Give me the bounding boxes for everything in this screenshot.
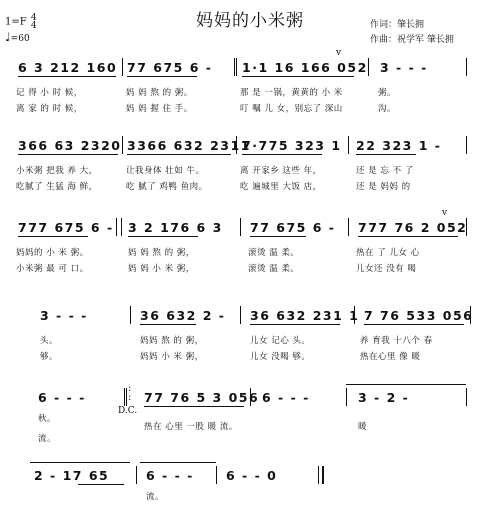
lyric-2: 儿女 没喝 够。 xyxy=(250,352,311,362)
volta-bracket xyxy=(346,384,466,385)
barline xyxy=(122,136,123,154)
beam xyxy=(364,324,464,325)
final-barline xyxy=(322,466,324,484)
composer: 作曲：祝学军 肇长拥 xyxy=(370,35,454,45)
repeat-sign: : : xyxy=(128,383,132,403)
credits xyxy=(370,18,454,48)
measure-17: 6 - - - xyxy=(38,390,86,405)
beam xyxy=(144,406,244,407)
measure-1: 6 3 212 160 xyxy=(18,60,118,75)
lyric-2: 妈 妈 小 米 粥， xyxy=(128,264,195,274)
lyric-2: 沟。 xyxy=(378,104,397,114)
beam xyxy=(242,154,322,155)
time-top: 4 xyxy=(30,13,37,23)
lyric-1: 妈妈的 小 米 粥。 xyxy=(16,248,89,258)
beam xyxy=(18,154,118,155)
key-signature xyxy=(5,14,37,45)
lyric-1: 秋。 xyxy=(38,414,57,424)
lyric-1: 让我身体 壮如 牛。 xyxy=(126,166,205,176)
lyric-2: 妈 妈 握 住 手。 xyxy=(126,104,193,114)
measure-8: 22 323 1 - xyxy=(356,138,442,153)
staff-system-3 xyxy=(0,208,500,288)
lyric-2: 吃 遍城里 大饭 店， xyxy=(240,182,322,192)
beam xyxy=(78,484,124,485)
staff-system-5 xyxy=(0,382,500,458)
lyric-1: 滚烫 温 柔。 xyxy=(248,248,300,258)
measure-11: 77 675 6 - xyxy=(250,220,336,235)
measure-5: 366 63 2320 xyxy=(18,138,122,153)
lyric-1: 热在 了 儿女 心 xyxy=(356,248,420,258)
lyric-2: 儿女还 没有 喝 xyxy=(356,264,417,274)
measure-16: 7 76 533 056 xyxy=(364,308,474,323)
lyric-1: 儿女 记心 头。 xyxy=(250,336,311,346)
song-title: 妈妈的小米粥 xyxy=(196,11,304,31)
barline xyxy=(234,58,235,76)
barline xyxy=(318,466,319,484)
lyric-1: 妈妈 熬 的 粥， xyxy=(140,336,204,346)
lyric-1: 暖 xyxy=(358,422,368,432)
beam xyxy=(242,76,354,77)
breath-mark: v xyxy=(442,208,448,218)
measure-6: 3366 632 2311 xyxy=(127,138,251,153)
beam xyxy=(18,236,88,237)
lyric-2: 吃 腻了 鸡鸭 鱼肉。 xyxy=(126,182,208,192)
breath-mark: v xyxy=(336,48,342,58)
lyric-2: 够。 xyxy=(40,352,59,362)
lyric-1: 妈 妈 熬 的 粥， xyxy=(128,248,195,258)
barline xyxy=(124,388,125,406)
lyric-2: 小米粥 最 可 口。 xyxy=(16,264,89,274)
beam xyxy=(128,236,198,237)
barline xyxy=(368,58,369,76)
barline xyxy=(348,218,349,236)
barline xyxy=(466,58,467,76)
beam xyxy=(250,324,340,325)
tempo xyxy=(5,32,37,45)
barline xyxy=(466,388,467,406)
lyric-1: 流。 xyxy=(146,492,165,502)
measure-20: 3 - 2 - xyxy=(358,390,410,405)
measure-3: 1·1 16 166 052 xyxy=(242,60,368,75)
measure-19: 6 - - - xyxy=(262,390,310,405)
barline xyxy=(236,58,237,76)
barline xyxy=(130,306,131,324)
lyric-1: 小米粥 把我 养 大， xyxy=(16,166,98,176)
lyric-1: 妈 妈 熬 的 粥。 xyxy=(126,88,193,98)
beam xyxy=(358,236,458,237)
staff-system-4 xyxy=(0,300,500,376)
time-bottom: 4 xyxy=(30,21,37,31)
measure-2: 77 675 6 - xyxy=(127,60,213,75)
measure-4: 3 - - - xyxy=(380,60,428,75)
barline xyxy=(116,218,117,236)
beam xyxy=(127,76,197,77)
lyric-1: 记 得 小 时 候， xyxy=(16,88,83,98)
measure-15: 36 632 231 1 xyxy=(250,308,360,323)
time-signature xyxy=(31,14,37,30)
dc-mark: D.C. xyxy=(118,406,138,416)
lyric-1: 热在 心里 一股 暖 流。 xyxy=(144,422,238,432)
barline xyxy=(240,218,241,236)
barline xyxy=(136,466,137,484)
measure-14: 36 632 2 - xyxy=(140,308,226,323)
staff-system-2 xyxy=(0,130,500,206)
lyric-2: 流。 xyxy=(38,434,57,444)
lyric-1: 还 是 忘 不 了 xyxy=(356,166,414,176)
measure-13: 3 - - - xyxy=(40,308,88,323)
beam xyxy=(140,324,196,325)
lyric-2: 离 家 的 时 候， xyxy=(16,104,83,114)
lyric-2: 叮 嘱 儿 女，别忘了 深山 xyxy=(240,104,343,114)
lyric-1: 头。 xyxy=(40,336,59,346)
staff-system-1 xyxy=(0,48,500,128)
lyricist: 作词：肇长拥 xyxy=(370,20,425,30)
beam xyxy=(18,76,116,77)
measure-22: 6 - - - xyxy=(146,468,194,483)
lyric-2: 还 是 妈妈 的 xyxy=(356,182,411,192)
barline xyxy=(122,58,123,76)
barline xyxy=(121,218,122,236)
measure-12: 777 76 2 052 xyxy=(358,220,468,235)
measure-23: 6 - - 0 xyxy=(226,468,278,483)
lyric-2: 吃腻了 生猛 海 鲜， xyxy=(16,182,98,192)
measure-7: 7·775 323 1 xyxy=(242,138,342,153)
key-label: 1=F xyxy=(5,16,27,28)
lyric-2: 热在心里 像 暖 xyxy=(360,352,421,362)
measure-9: 777 675 6 - xyxy=(18,220,114,235)
beam xyxy=(250,236,306,237)
lyric-1: 粥。 xyxy=(378,88,397,98)
barline xyxy=(216,466,217,484)
barline xyxy=(466,136,467,154)
barline xyxy=(346,388,347,406)
lyric-1: 那 是 一锅，黄黄的 小 米 xyxy=(240,88,343,98)
lyric-2: 妈妈 小 米 粥， xyxy=(140,352,204,362)
beam xyxy=(127,154,231,155)
quarter-note-icon: ♩ xyxy=(5,30,11,44)
barline xyxy=(348,136,349,154)
volta-bracket xyxy=(140,462,216,463)
beam xyxy=(356,154,416,155)
measure-10: 3 2 176 6 3 xyxy=(128,220,223,235)
measure-21: 2 - 17 65 xyxy=(34,468,110,483)
lyric-2: 滚烫 温 柔。 xyxy=(248,264,300,274)
volta-bracket xyxy=(30,462,130,463)
staff-system-6 xyxy=(0,460,500,520)
lyric-1: 养 育我 十八个 春 xyxy=(360,336,433,346)
barline xyxy=(126,388,127,406)
tempo-value: =60 xyxy=(10,34,30,44)
barline xyxy=(240,306,241,324)
measure-18: 77 76 5 3 056 xyxy=(144,390,260,405)
lyric-1: 离 开家乡 这些 年， xyxy=(240,166,322,176)
